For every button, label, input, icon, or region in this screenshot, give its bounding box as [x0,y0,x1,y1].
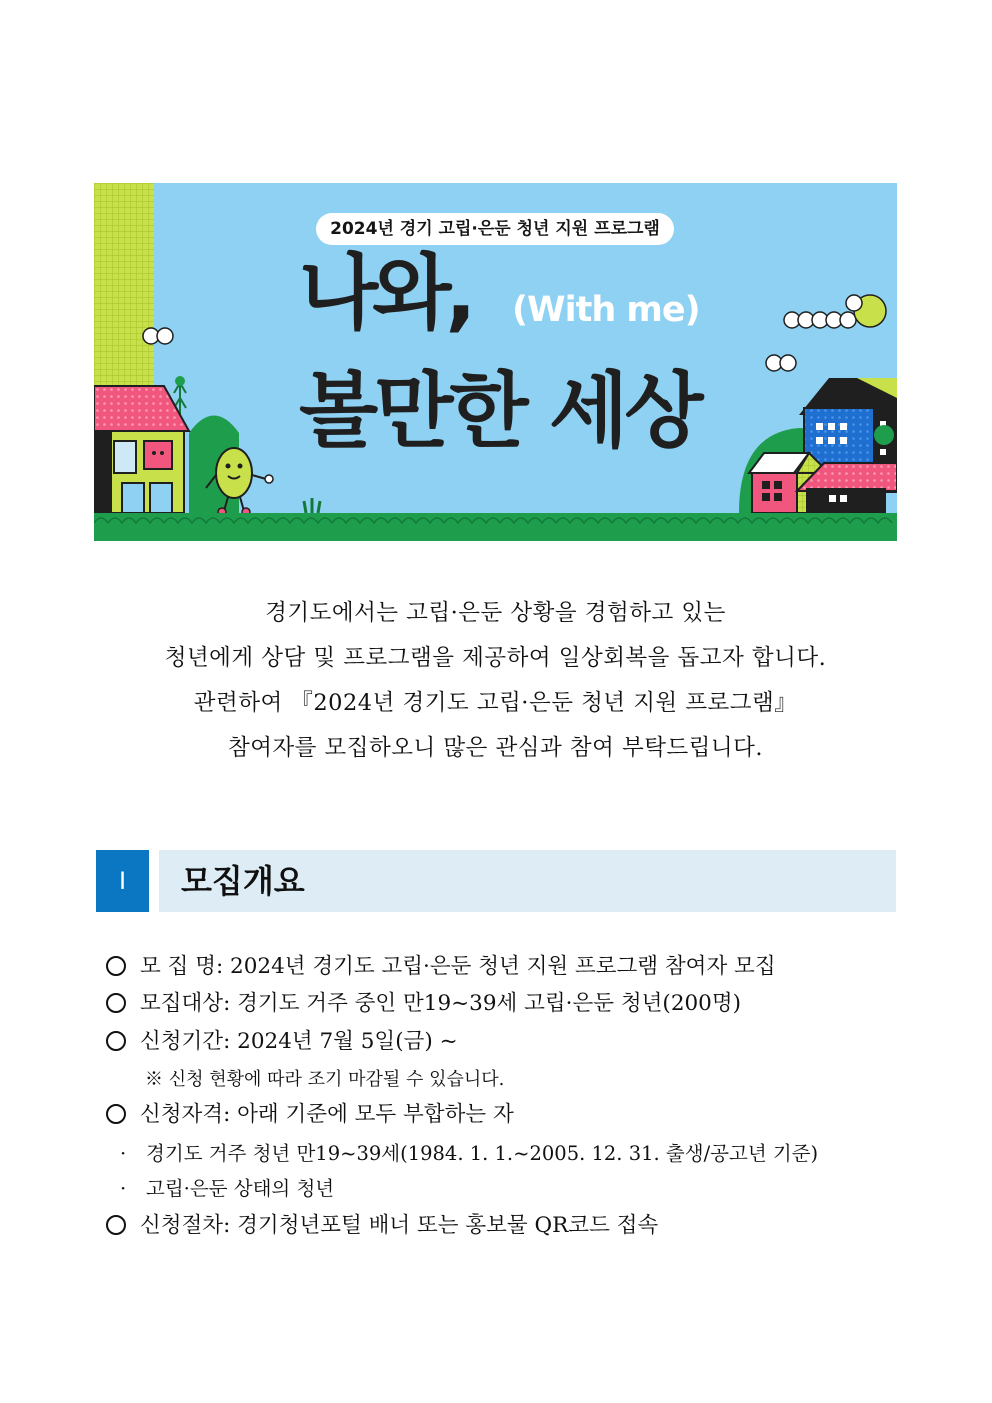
item-text: 신청절차: 경기청년포털 배너 또는 홍보물 QR코드 접속 [140,1213,659,1238]
cloud-top-right [784,312,856,328]
cloud-mid-right [766,355,796,371]
dot-bullet-icon: · [120,1177,127,1200]
small-plant [304,498,320,513]
intro-paragraph [94,591,897,771]
application-period-item [106,1027,458,1057]
qualification-item [106,1100,514,1130]
banner-title-line2: 볼만한 세상 [299,364,700,459]
item-text: 모 집 명: 2024년 경기도 고립·은둔 청년 지원 프로그램 참여자 모집 [140,954,776,979]
dot-bullet-icon: · [120,1142,127,1165]
sub-text: 경기도 거주 청년 만19~39세(1984. 1. 1.~2005. 12. 31. 출생/공고년 기준) [146,1142,819,1165]
procedure-item [106,1211,658,1241]
item-text: 신청기간: 2024년 7월 5일(금) ~ [140,1029,458,1054]
period-note: ※ 신청 현황에 따라 조기 마감될 수 있습니다. [145,1069,505,1090]
intro-line: 관련하여 『2024년 경기도 고립·은둔 청년 지원 프로그램』 [193,690,798,716]
banner-subtitle: (With me) [512,290,700,330]
cloud-left [143,328,173,344]
item-text: 모집대상: 경기도 거주 중인 만19~39세 고립·은둔 청년(200명) [140,991,742,1016]
banner-title-line1: 나와, [299,246,471,341]
item-text: 신청자격: 아래 기준에 모두 부합하는 자 [140,1102,514,1127]
circle-bullet-icon [106,993,126,1013]
intro-line: 참여자를 모집하오니 많은 관심과 참여 부탁드립니다. [227,735,764,761]
circle-bullet-icon [106,956,126,976]
hero-banner [94,183,897,541]
circle-bullet-icon [106,1215,126,1235]
section-number: Ⅰ [96,850,149,912]
program-badge: 2024년 경기 고립·은둔 청년 지원 프로그램 [316,213,674,245]
section-title: 모집개요 [181,862,305,900]
sub-text: 고립·은둔 상태의 청년 [146,1177,335,1200]
qualification-sub-item [120,1140,818,1168]
circle-bullet-icon [106,1031,126,1051]
circle-bullet-icon [106,1104,126,1124]
intro-line: 청년에게 상담 및 프로그램을 제공하여 일상회복을 돕고자 합니다. [164,645,827,671]
qualification-sub-item [120,1175,334,1203]
grass-band [94,513,897,541]
intro-line: 경기도에서는 고립·은둔 상황을 경험하고 있는 [265,600,726,626]
recruit-target-item [106,989,741,1019]
recruit-name-item [106,952,776,982]
